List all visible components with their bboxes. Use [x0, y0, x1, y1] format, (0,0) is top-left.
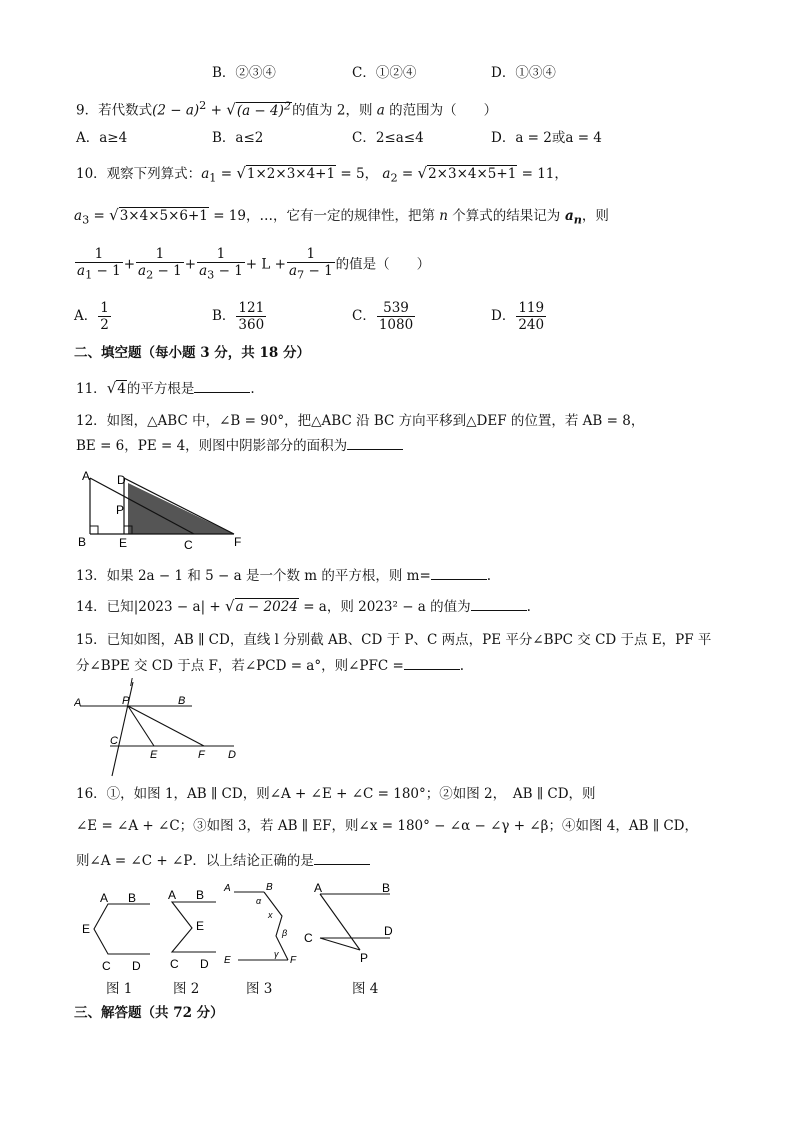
- fig3-label-alpha: α: [256, 896, 262, 906]
- q8-option-b: B．②③④: [212, 65, 276, 81]
- q10-line2-end: ，则: [581, 208, 609, 224]
- q9-number: 9．若代数式: [76, 102, 153, 119]
- q10-sum-expression: $\frac{1}{a_1 - 1}$ + $\frac{1}{a_2 - 1}$ + $\frac{1}{a_3 - 1}$ + L + $\frac{1}{a_7 - 1}$ 的值是（ ）: [77, 246, 431, 282]
- fig3-label-b: B: [266, 882, 273, 893]
- fig4-label-d: D: [384, 924, 393, 938]
- q13: 13．如果 2a − 1 和 5 − a 是一个数 m 的平方根，则 m= .: [76, 568, 492, 584]
- fig3-label-f: F: [290, 955, 297, 966]
- q10-intro: 10．观察下列算式：: [76, 166, 202, 182]
- q9-stem: 9．若代数式$(2 - a)^2 + √(a - 4)^2$的值为 2，则 a 的范围为（ ）: [76, 99, 498, 119]
- q15-label-d: D: [228, 749, 236, 761]
- q15-figure: [74, 676, 244, 780]
- fig2-label-b: B: [196, 888, 205, 902]
- q9-option-a: A．a≥4: [76, 130, 128, 146]
- q10-a2-radicand: 2×3×4×5+1: [428, 166, 517, 182]
- fig2-label-c: C: [170, 957, 179, 971]
- q8-option-c: C．①②④: [352, 65, 417, 81]
- q10-a1-value: = 5，: [340, 166, 379, 182]
- q15-label-l: l: [130, 677, 133, 689]
- q12-line1: 12．如图，△ABC 中，∠B = 90°，把△ABC 沿 BC 方向平移到△DEF 的位置，若 AB = 8，: [76, 413, 645, 429]
- q12-label-e: E: [119, 536, 128, 550]
- q15-line2: 分∠BPE 交 CD 于点 F，若∠PCD = a°，则∠PFC = .: [76, 658, 465, 674]
- fig1-label-d: D: [132, 959, 141, 973]
- q8-option-d: D．①③④: [491, 65, 556, 81]
- q16-line2: ∠E = ∠A + ∠C；③如图 3，若 AB ∥ EF，则∠x = 180° − ∠α − ∠γ + ∠β；④如图 4，AB ∥ CD，: [76, 818, 699, 834]
- q12-label-d: D: [117, 473, 126, 487]
- q15-label-b: B: [178, 695, 186, 707]
- q10-a3-radicand: 3×4×5×6+1: [119, 208, 208, 224]
- q12-label-a: A: [82, 469, 91, 483]
- fig1-caption: 图 1: [106, 981, 133, 997]
- fig3-label-gamma: γ: [274, 949, 279, 959]
- fig1-label-b: B: [128, 891, 137, 905]
- q10-line1: 10．观察下列算式：$a_1 = √1\times 2\times 3\times 4+1 = 5$， $a_2 = √2\times 3\times 4\times 5+1 = 11$，: [76, 164, 568, 185]
- q12-label-p: P: [116, 503, 125, 517]
- section-3-heading: 三、解答题（共 72 分）: [74, 1005, 224, 1021]
- q14: 14．已知|2023 − a| + √a − 2024 = a，则 2023² − a 的值为 .: [76, 597, 531, 615]
- q15-line1: 15．已知如图，AB ∥ CD，直线 l 分别截 AB、CD 于 P、C 两点，PE 平分∠BPC 交 CD 于点 E，PF 平: [76, 632, 712, 648]
- q11-answer-blank[interactable]: [194, 379, 250, 393]
- fig3-label-a: A: [224, 883, 231, 894]
- q16-answer-blank[interactable]: [314, 851, 370, 865]
- q15-label-p: P: [122, 695, 130, 707]
- q16-line1: 16．①，如图 1，AB ∥ CD，则∠A + ∠E + ∠C = 180°；②如图 2， AB ∥ CD，则: [76, 786, 596, 802]
- q10-line2: $a_3 = √3\times 4\times 5\times 6+1 = 19$，…，它有一定的规律性，把第 n 个算式的结果记为 $a_n$，则: [74, 206, 609, 227]
- section-2-heading: 二、填空题（每小题 3 分，共 18 分）: [74, 345, 310, 361]
- fig2-caption: 图 2: [173, 981, 200, 997]
- fig4-label-p: P: [360, 951, 369, 965]
- q9-option-c: C．2≤a≤4: [352, 130, 424, 146]
- q10-a1-radicand: 1×2×3×4+1: [246, 166, 336, 182]
- q12-answer-blank[interactable]: [347, 436, 403, 450]
- q16-figure-2: [164, 882, 224, 974]
- q10-option-a: A． $\frac{1}{2}$: [74, 300, 109, 333]
- q14-answer-blank[interactable]: [471, 597, 527, 611]
- q9-option-d: D．a = 2或a = 4: [491, 130, 602, 146]
- fig4-caption: 图 4: [352, 981, 379, 997]
- fig1-label-e: E: [82, 922, 91, 936]
- q13-answer-blank[interactable]: [431, 566, 487, 580]
- fig3-caption: 图 3: [246, 981, 273, 997]
- q15-label-e: E: [150, 749, 158, 761]
- q10-option-c: C． $\frac{539}{1080}$: [352, 300, 414, 333]
- q12-label-f: F: [234, 535, 242, 549]
- fig3-label-x: x: [268, 910, 273, 920]
- q9-option-b: B．a≤2: [212, 130, 264, 146]
- fig3-label-beta: β: [282, 928, 288, 938]
- fig1-label-a: A: [100, 891, 109, 905]
- q15-label-c: C: [110, 735, 118, 747]
- q9-tail: 的值为 2，则: [292, 102, 373, 119]
- q15-label-f: F: [198, 749, 205, 761]
- q10-option-d: D． $\frac{119}{240}$: [491, 300, 545, 333]
- q12-label-c: C: [184, 538, 193, 552]
- q10-option-b: B． $\frac{121}{360}$: [212, 300, 265, 333]
- fig4-label-a: A: [314, 881, 323, 895]
- q11: 11．√4的平方根是 .: [76, 379, 255, 397]
- fig2-label-e: E: [196, 919, 205, 933]
- q12-label-b: B: [78, 535, 87, 549]
- fig4-label-c: C: [304, 931, 313, 945]
- fig3-label-e: E: [224, 955, 231, 966]
- q12-figure: [74, 466, 254, 552]
- q10-a2-value: = 11，: [521, 166, 568, 182]
- q16-figure-4: [300, 880, 400, 976]
- fig2-label-a: A: [168, 888, 177, 902]
- q9-tail2: 的范围为（ ）: [389, 102, 498, 119]
- q10-a3-value: = 19，…，它有一定的规律性，把第: [213, 208, 435, 224]
- fig4-label-b: B: [382, 881, 391, 895]
- q12-line2: BE = 6，PE = 4，则图中阴影部分的面积为: [76, 436, 403, 455]
- q10-sum-tail: 的值是（ ）: [335, 256, 431, 273]
- q16-figure-1: [76, 882, 154, 974]
- fig2-label-d: D: [200, 957, 209, 971]
- q10-line2-tail: 个算式的结果记为: [452, 208, 561, 224]
- q15-label-a: A: [74, 697, 82, 709]
- q16-line3: 则∠A = ∠C + ∠P．以上结论正确的是: [76, 851, 370, 870]
- fig1-label-c: C: [102, 959, 111, 973]
- q15-answer-blank[interactable]: [404, 656, 460, 670]
- q16-figure-3: [222, 878, 302, 974]
